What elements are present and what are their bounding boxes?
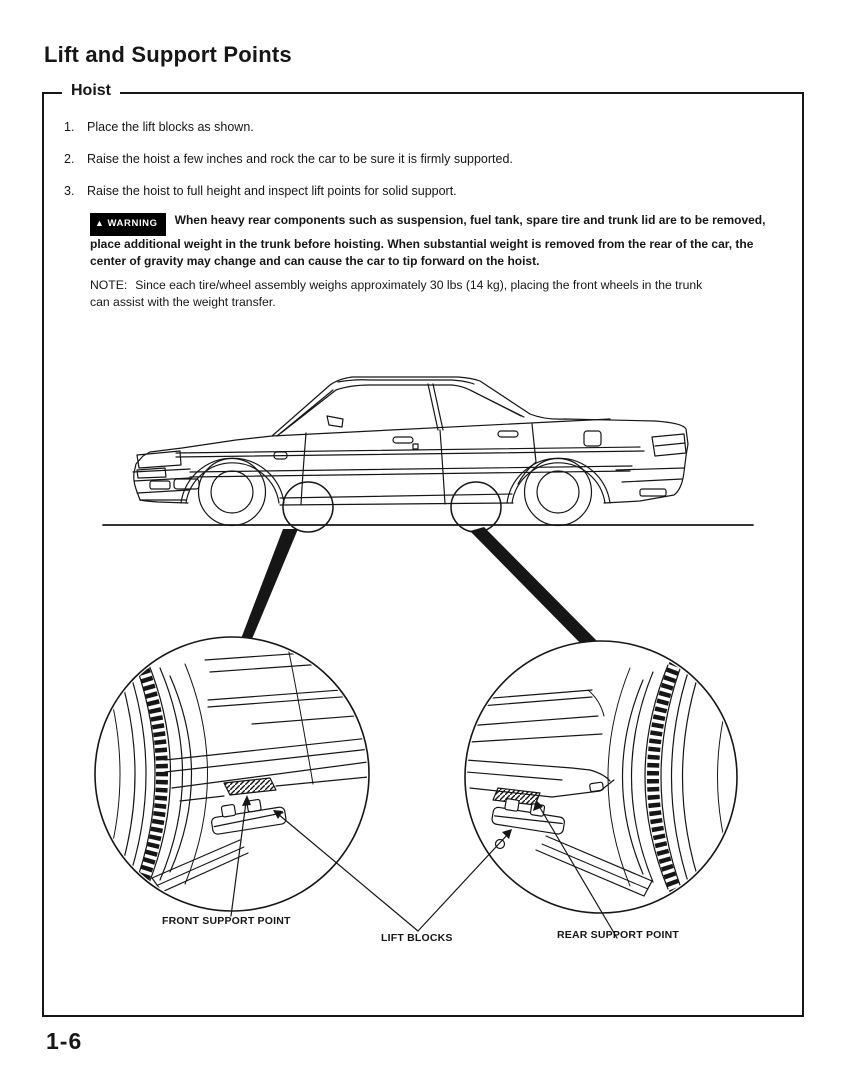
note-line-2: can assist with the weight transfer. <box>90 295 276 309</box>
warning-line-1 <box>90 212 806 236</box>
list-item <box>64 151 764 167</box>
note-text: Since each tire/wheel assembly weighs approximately 30 lbs (14 kg), placing the front wheels in the trunk <box>135 278 703 292</box>
lift-blocks-label: LIFT BLOCKS <box>381 932 453 944</box>
note-line-1 <box>90 277 806 294</box>
warning-text: When heavy rear components such as suspension, fuel tank, spare tire and trunk lid are to be removed, <box>174 213 766 227</box>
note-label: NOTE: <box>90 278 128 292</box>
warning-line-3: center of gravity may change and can cause the car to tip forward on the hoist. <box>90 254 540 268</box>
instruction-list <box>64 119 764 215</box>
list-item <box>64 183 764 199</box>
warning-badge-label: WARNING <box>107 218 158 229</box>
page-title: Lift and Support Points <box>44 42 292 67</box>
step-number: 2. <box>64 152 75 166</box>
rear-wheel <box>525 459 592 526</box>
step-number: 1. <box>64 120 75 134</box>
list-item <box>64 119 764 135</box>
side-mirror <box>327 416 343 427</box>
step-text: Raise the hoist to full height and inspect lift points for solid support. <box>87 184 457 198</box>
warning-badge <box>90 213 166 236</box>
warning-callout <box>90 212 806 271</box>
front-support-detail-circle <box>95 637 370 911</box>
front-wheel <box>199 459 266 526</box>
section-title: Hoist <box>62 82 120 100</box>
car-illustration <box>133 377 688 526</box>
warning-line-2: place additional weight in the trunk before hoisting. When substantial weight is removed from the rear of the car, the <box>90 236 754 251</box>
front-support-point-label: FRONT SUPPORT POINT <box>162 915 291 927</box>
warning-triangle-icon: ▲ <box>95 218 105 228</box>
rear-support-detail-circle <box>465 641 737 913</box>
rear-zoom-pointer <box>470 527 601 653</box>
step-text: Place the lift blocks as shown. <box>87 120 254 134</box>
page-number: 1-6 <box>46 1028 83 1054</box>
front-zoom-pointer <box>239 529 298 644</box>
rear-support-point-label: REAR SUPPORT POINT <box>557 929 680 941</box>
note-paragraph <box>90 277 806 311</box>
step-number: 3. <box>64 184 75 198</box>
step-text: Raise the hoist a few inches and rock the car to be sure it is firmly supported. <box>87 152 513 166</box>
